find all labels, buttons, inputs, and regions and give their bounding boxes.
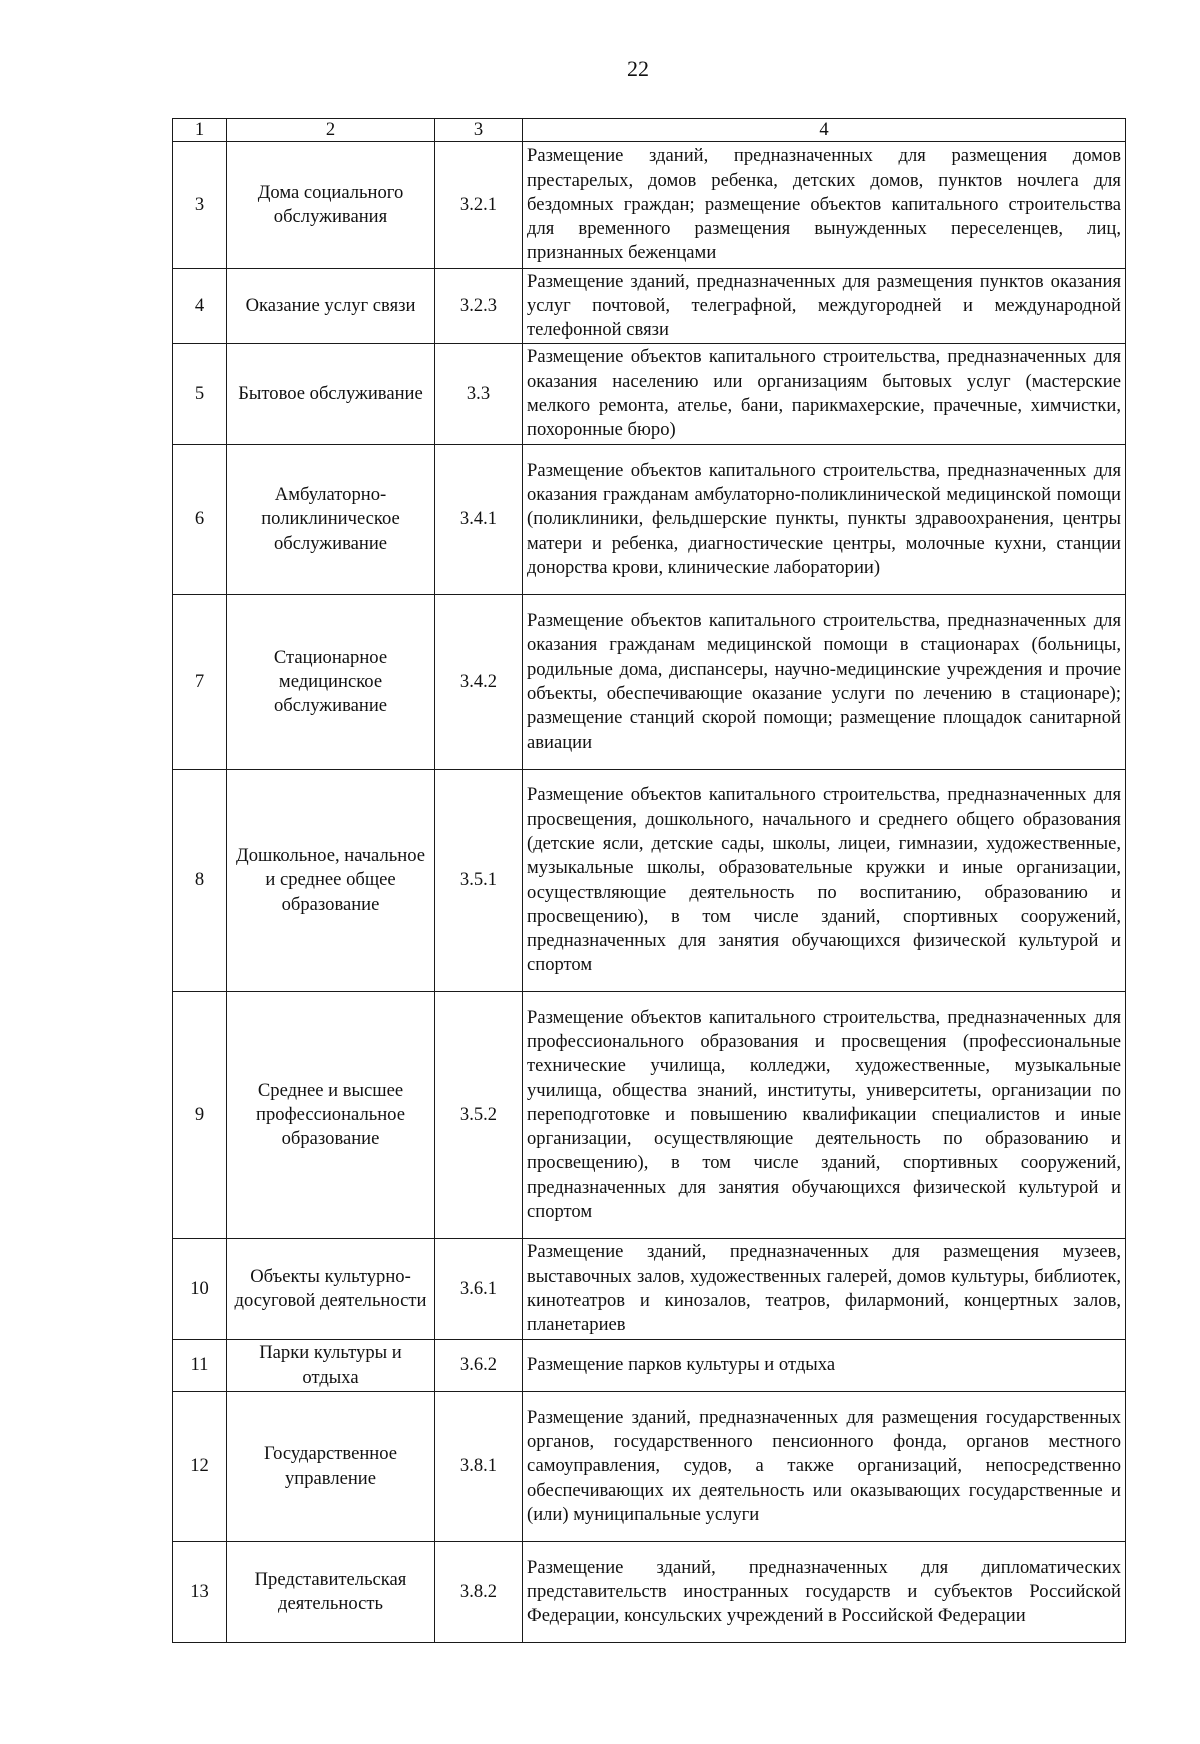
page-number: 22 bbox=[627, 56, 649, 81]
row-number: 12 bbox=[173, 1392, 227, 1542]
table-row bbox=[173, 1542, 1126, 1643]
use-type-name: Бытовое обслуживание bbox=[227, 344, 435, 445]
row-number: 6 bbox=[173, 445, 227, 595]
row-number: 5 bbox=[173, 344, 227, 445]
row-number: 11 bbox=[173, 1340, 227, 1392]
use-type-description: Размещение зданий, предназначенных для размещения домов престарелых, домов ребенка, детских домов, пунктов ночлега для бездомных граждан; размещение объектов капитального строительства для временного размещения вынужденных переселенцев, лиц, признанных беженцами bbox=[523, 142, 1126, 269]
use-type-name: Представительская деятельность bbox=[227, 1542, 435, 1643]
use-type-code: 3.5.2 bbox=[435, 992, 523, 1239]
use-type-description: Размещение объектов капитального строительства, предназначенных для оказания гражданам амбулаторно-поликлинической медицинской помощи (поликлиники, фельдшерские пункты, пункты здравоохранения, центры матери и ребенка, диагностические центры, молочные кухни, станции донорства крови, клинические лаборатории) bbox=[523, 445, 1126, 595]
use-type-description: Размещение объектов капитального строительства, предназначенных для просвещения, дошкольного, начального и среднего общего образования (детские ясли, детские сады, школы, лицеи, гимназии, художественные, музыкальные школы, образовательные кружки и иные организации, осуществляющие деятельность по воспитанию, образованию и просвещению), в том числе зданий, спортивных сооружений, предназначенных для занятия обучающихся физической культурой и спортом bbox=[523, 770, 1126, 992]
use-type-code: 3.4.1 bbox=[435, 445, 523, 595]
use-type-description: Размещение зданий, предназначенных для дипломатических представительств иностранных государств и субъектов Российской Федерации, консульских учреждений в Российской Федерации bbox=[523, 1542, 1126, 1643]
table-row bbox=[173, 770, 1126, 992]
use-type-description: Размещение парков культуры и отдыха bbox=[523, 1340, 1126, 1392]
use-type-description: Размещение зданий, предназначенных для размещения государственных органов, государственного пенсионного фонда, органов местного самоуправления, судов, а также организаций, непосредственно обеспечивающих их деятельность или оказывающих государственные и (или) муниципальные услуги bbox=[523, 1392, 1126, 1542]
use-type-name: Государственное управление bbox=[227, 1392, 435, 1542]
header-cell-3: 3 bbox=[435, 119, 523, 142]
table-row bbox=[173, 344, 1126, 445]
use-type-description: Размещение объектов капитального строительства, предназначенных для профессионального образования и просвещения (профессиональные технические училища, колледжи, художественные, музыкальные училища, общества знаний, институты, университеты, организации по переподготовке и повышению квалификации специалистов и иные организации, осуществляющие деятельность по образованию и просвещению), в том числе зданий, спортивных сооружений, предназначенных для занятия обучающихся физической культурой и спортом bbox=[523, 992, 1126, 1239]
use-type-name: Амбулаторно-поликлиническое обслуживание bbox=[227, 445, 435, 595]
header-cell-2: 2 bbox=[227, 119, 435, 142]
use-type-code: 3.3 bbox=[435, 344, 523, 445]
use-type-description: Размещение зданий, предназначенных для размещения музеев, выставочных залов, художественных галерей, домов культуры, библиотек, кинотеатров и кинозалов, театров, филармоний, концертных залов, планетариев bbox=[523, 1239, 1126, 1340]
row-number: 8 bbox=[173, 770, 227, 992]
use-type-code: 3.8.2 bbox=[435, 1542, 523, 1643]
table-row bbox=[173, 595, 1126, 770]
row-number: 10 bbox=[173, 1239, 227, 1340]
row-number: 4 bbox=[173, 269, 227, 344]
row-number: 7 bbox=[173, 595, 227, 770]
row-number: 13 bbox=[173, 1542, 227, 1643]
use-type-description: Размещение зданий, предназначенных для размещения пунктов оказания услуг почтовой, телеграфной, междугородней и международной телефонной связи bbox=[523, 269, 1126, 344]
use-type-description: Размещение объектов капитального строительства, предназначенных для оказания населению или организациям бытовых услуг (мастерские мелкого ремонта, ателье, бани, парикмахерские, прачечные, химчистки, похоронные бюро) bbox=[523, 344, 1126, 445]
use-type-name: Дошкольное, начальное и среднее общее образование bbox=[227, 770, 435, 992]
table-row bbox=[173, 992, 1126, 1239]
use-type-code: 3.6.1 bbox=[435, 1239, 523, 1340]
use-type-name: Стационарное медицинское обслуживание bbox=[227, 595, 435, 770]
row-number: 9 bbox=[173, 992, 227, 1239]
use-type-name: Среднее и высшее профессиональное образование bbox=[227, 992, 435, 1239]
table-row bbox=[173, 445, 1126, 595]
use-type-name: Оказание услуг связи bbox=[227, 269, 435, 344]
table-header-row bbox=[173, 119, 1126, 142]
use-type-code: 3.2.1 bbox=[435, 142, 523, 269]
header-cell-1: 1 bbox=[173, 119, 227, 142]
header-cell-4: 4 bbox=[523, 119, 1126, 142]
use-type-name: Объекты культурно-досуговой деятельности bbox=[227, 1239, 435, 1340]
table-row bbox=[173, 1239, 1126, 1340]
use-type-name: Парки культуры и отдыха bbox=[227, 1340, 435, 1392]
use-type-code: 3.5.1 bbox=[435, 770, 523, 992]
land-use-table bbox=[172, 118, 1126, 1643]
use-type-name: Дома социального обслуживания bbox=[227, 142, 435, 269]
use-type-code: 3.4.2 bbox=[435, 595, 523, 770]
row-number: 3 bbox=[173, 142, 227, 269]
use-type-description: Размещение объектов капитального строительства, предназначенных для оказания гражданам медицинской помощи в стационарах (больницы, родильные дома, диспансеры, научно-медицинские учреждения и прочие объекты, обеспечивающие оказание услуги по лечению в стационаре); размещение станций скорой помощи; размещение площадок санитарной авиации bbox=[523, 595, 1126, 770]
table-row bbox=[173, 269, 1126, 344]
table-row bbox=[173, 1392, 1126, 1542]
use-type-code: 3.6.2 bbox=[435, 1340, 523, 1392]
use-type-code: 3.8.1 bbox=[435, 1392, 523, 1542]
table-row bbox=[173, 142, 1126, 269]
use-type-code: 3.2.3 bbox=[435, 269, 523, 344]
table-row bbox=[173, 1340, 1126, 1392]
